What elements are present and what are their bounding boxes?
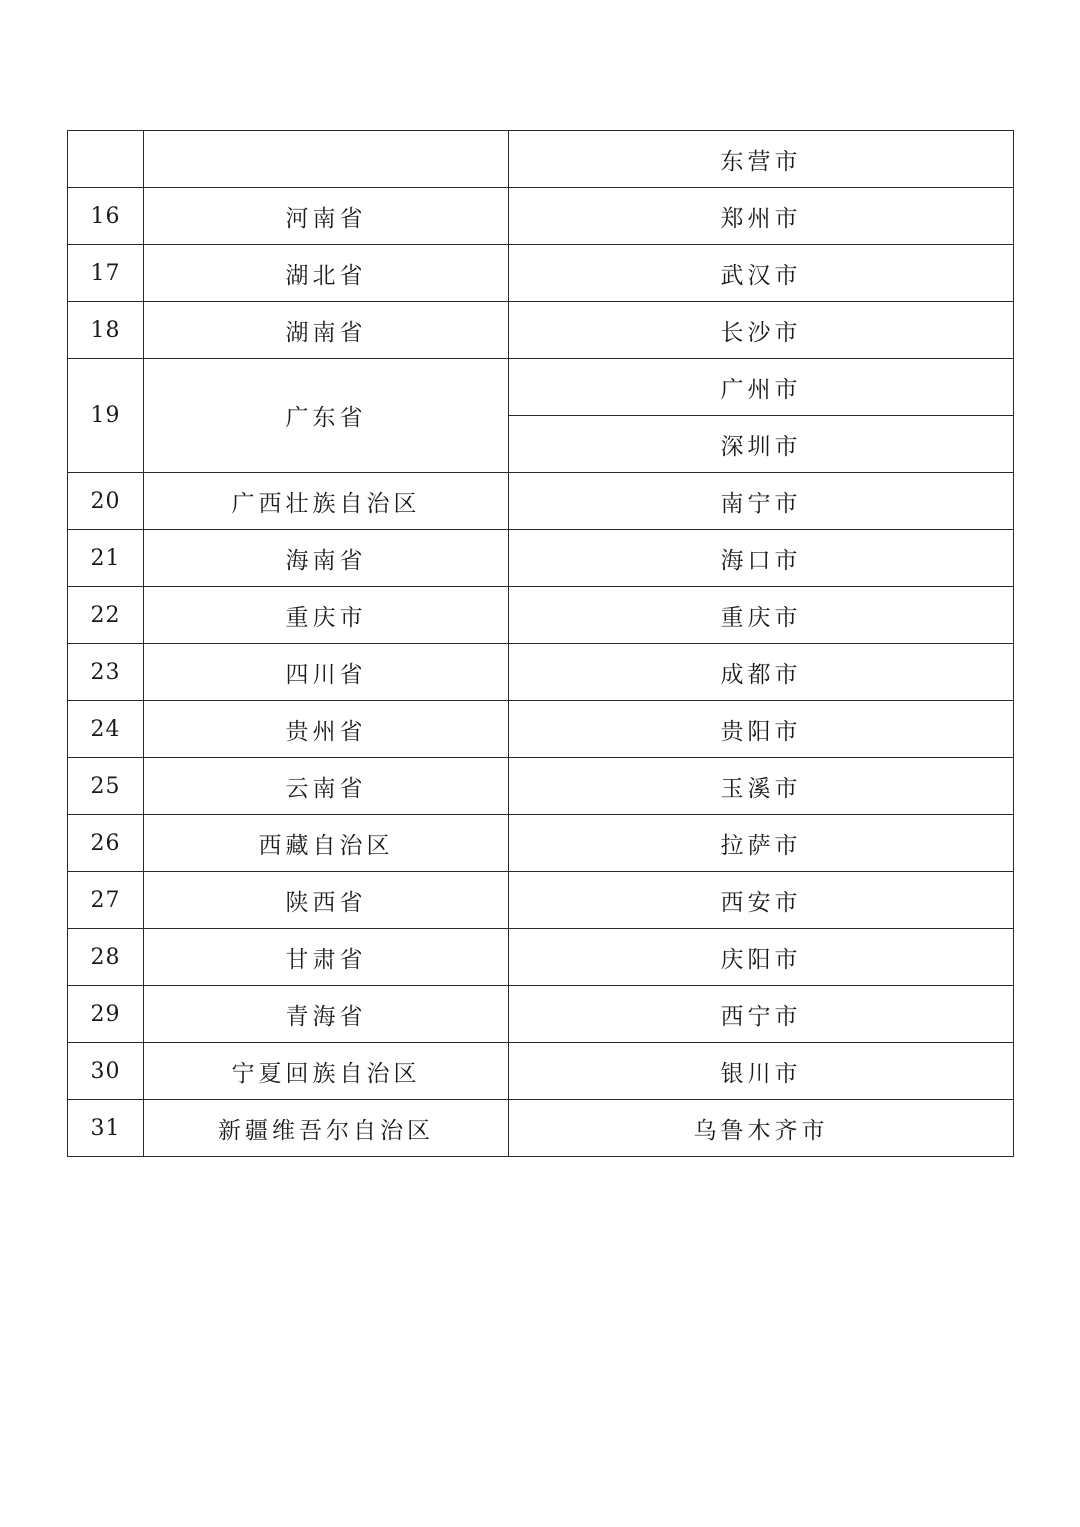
province-cell: 重庆市	[144, 587, 509, 644]
province-cell: 湖北省	[144, 245, 509, 302]
city-cell: 东营市	[509, 131, 1014, 188]
row-number-cell: 23	[68, 644, 144, 701]
row-number-cell: 26	[68, 815, 144, 872]
table-row	[68, 131, 1014, 188]
row-number-cell: 19	[68, 359, 144, 473]
table-row	[68, 359, 1014, 416]
city-cell: 长沙市	[509, 302, 1014, 359]
city-cell: 乌鲁木齐市	[509, 1100, 1014, 1157]
table-row	[68, 644, 1014, 701]
table-row	[68, 587, 1014, 644]
province-cell: 四川省	[144, 644, 509, 701]
province-cell: 贵州省	[144, 701, 509, 758]
city-list-table	[67, 130, 1014, 1157]
table-row	[68, 530, 1014, 587]
province-cell: 广西壮族自治区	[144, 473, 509, 530]
city-cell: 海口市	[509, 530, 1014, 587]
row-number-cell: 16	[68, 188, 144, 245]
row-number-cell: 17	[68, 245, 144, 302]
table-row	[68, 872, 1014, 929]
city-cell: 玉溪市	[509, 758, 1014, 815]
city-cell: 成都市	[509, 644, 1014, 701]
row-number-cell: 30	[68, 1043, 144, 1100]
table-row	[68, 929, 1014, 986]
province-cell: 宁夏回族自治区	[144, 1043, 509, 1100]
city-cell: 贵阳市	[509, 701, 1014, 758]
province-cell: 云南省	[144, 758, 509, 815]
row-number-cell: 21	[68, 530, 144, 587]
row-number-cell: 31	[68, 1100, 144, 1157]
table-row	[68, 758, 1014, 815]
row-number-cell: 25	[68, 758, 144, 815]
table-row	[68, 245, 1014, 302]
city-cell: 西安市	[509, 872, 1014, 929]
row-number-cell: 22	[68, 587, 144, 644]
province-cell: 甘肃省	[144, 929, 509, 986]
row-number-cell: 29	[68, 986, 144, 1043]
province-cell: 广东省	[144, 359, 509, 473]
row-number-cell	[68, 131, 144, 188]
row-number-cell: 18	[68, 302, 144, 359]
table-row	[68, 1100, 1014, 1157]
table-row	[68, 986, 1014, 1043]
city-cell: 银川市	[509, 1043, 1014, 1100]
province-cell: 海南省	[144, 530, 509, 587]
province-cell	[144, 131, 509, 188]
province-cell: 湖南省	[144, 302, 509, 359]
city-cell: 深圳市	[509, 416, 1014, 473]
city-cell: 南宁市	[509, 473, 1014, 530]
table-row	[68, 815, 1014, 872]
city-cell: 武汉市	[509, 245, 1014, 302]
province-cell: 新疆维吾尔自治区	[144, 1100, 509, 1157]
province-cell: 河南省	[144, 188, 509, 245]
table-row	[68, 1043, 1014, 1100]
province-cell: 陕西省	[144, 872, 509, 929]
table-row	[68, 302, 1014, 359]
table-row	[68, 701, 1014, 758]
province-cell: 青海省	[144, 986, 509, 1043]
city-cell: 广州市	[509, 359, 1014, 416]
city-cell: 郑州市	[509, 188, 1014, 245]
city-cell: 西宁市	[509, 986, 1014, 1043]
city-cell: 庆阳市	[509, 929, 1014, 986]
province-cell: 西藏自治区	[144, 815, 509, 872]
table-body	[68, 131, 1014, 1157]
table-row	[68, 473, 1014, 530]
city-cell: 拉萨市	[509, 815, 1014, 872]
city-cell: 重庆市	[509, 587, 1014, 644]
row-number-cell: 20	[68, 473, 144, 530]
row-number-cell: 27	[68, 872, 144, 929]
table-row	[68, 188, 1014, 245]
row-number-cell: 28	[68, 929, 144, 986]
row-number-cell: 24	[68, 701, 144, 758]
